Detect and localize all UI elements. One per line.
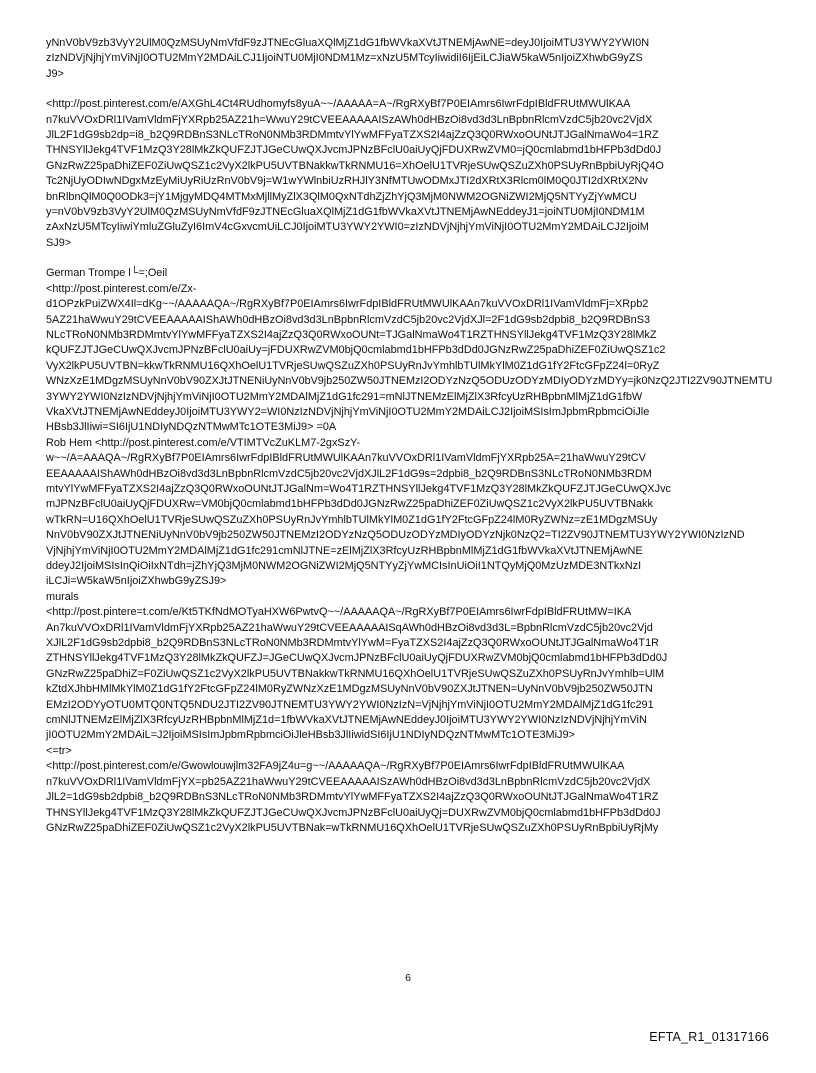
paragraph-gap [46,251,772,266]
text-line: zIzNDVjNjhjYmViNjI0OTU2MmY2MDAiLCJ1IjoiNTU0MjI0NDM1Mz=xNzU5MTcyIiwidiI6IjEiLCJiaW5kaW5nIjoiZXhwbG9yZS [46,52,643,65]
text-line: murals [46,590,79,603]
text-line: 3YWY2YWI0NzIzNDVjNjhjYmViNjI0OTU2MmY2MDAlMjZ1dG1fc291=mNlJTNEMzElMjZlX3RfcyUzRHBpbnMlMjZ1dG1fbW [46,390,643,403]
text-line: HBsb3JlIiwi=SI6IjU1NDIyNDQzNTMwMTc1OTE3MiJ9> =0A [46,421,337,434]
text-line: wTkRN=U16QXhOelU1TVRjeSUwQSZuZXh0PSUyRnJvYmhlbTUlMkYlM0Z1dG1fY2FtcGFpZ24lM0RyZWNz=zE1MDgzMSUy [46,513,658,526]
text-line: EMzI2ODYyOTU0MTQ0NTQ5NDU2JTI2ZV90JTNEMTU3YWY2YWI0NzIzN=VjNjhjYmViNjI0OTU2MmY2MDAlMjZ1dG1fc291 [46,698,654,711]
text-line: mtvYlYwMFFyaTZXS2I4ajZzQ3Q0RWxoOUNtJTJGalNm=Wo4T1RZTHNSYllJekg4TVF1MzQ3Y28lMkZkQUFZJTJGeCUwQXJvc [46,482,671,495]
text-line: German Trompe l└=;Oeil [46,267,168,280]
text-line: <http://post.pinterest.com/e/AXGhL4Ct4RUdhomyfs8yuA~~/AAAAA=A~/RgRXyBf7P0EIAmrs6IwrFdpIBldFRUtMWUlKAA [46,98,631,111]
text-line: THNSYllJekg4TVF1MzQ3Y28lMkZkQUFZJTJGeCUwQXJvcmJPNzBFclU0aiUyQj=DUXRwZVM0bjQ0cmlabmd1bHFPb3dDd0J [46,806,661,819]
text-line: kZtdXJhbHMlMkYlM0Z1dG1fY2FtcGFpZ24lM0RyZWNzXzE1MDgzMSUyNnV0bV90ZXJtJTNEN=UyNnV0bV9jb250ZW50JTN [46,683,653,696]
text-line: GNzRwZ25paDhiZEF0ZiUwQSZ1c2VyX2lkPU5UVTBNakkwTkRNMU16=XhOelU1TVRjeSUwQSZuZXh0PSUyRnBpbiUyRjQ4O [46,159,664,172]
text-line: GNzRwZ25paDhiZEF0ZiUwQSZ1c2VyX2lkPU5UVTBNak=wTkRNMU16QXhOelU1TVRjeSUwQSZuZXh0PSUyRnBpbiUyRjMy [46,821,659,834]
text-line: bnRlbnQlM0Q0ODk3=jY1MjgyMDQ4MTMxMjllMyZlX3QlM0QxNTdhZjZhYjQ3MjM0NWM2OGNiZWI2MjQ5NTYyZjYwMCU [46,190,637,203]
text-line: THNSYllJekg4TVF1MzQ3Y28lMkZkQUFZJTJGeCUwQXJvcmJPNzBFclU0aiUyQjFDUXRwZVM0=jQ0cmlabmd1bHFPb3dDd0J [46,144,662,157]
text-line: mJPNzBFclU0aiUyQjFDUXRw=VM0bjQ0cmlabmd1bHFPb3dDd0JGNzRwZ25paDhiZEF0ZiUwQSZ1c2VyX2lkPU5UVTBNakk [46,498,653,511]
text-line: GNzRwZ25paDhiZ=F0ZiUwQSZ1c2VyX2lkPU5UVTBNakkwTkRNMU16QXhOelU1TVRjeSUwQSZuZXh0PSUyRnJvYmhlb=UlM [46,667,665,680]
text-line: Tc2NjUyODIwNDgxMzEyMiUyRiUzRnV0bV9j=W1wYWlnbiUzRHJlY3NfMTUwODMxJTI2dXRtX3Rlcm0lM0Q0JTI2dXRtX2Nv [46,175,648,188]
text-line: JlL2=1dG9sb2dpbi8_b2Q9RDBnS3NLcTRoN0NMb3RDMmtvYlYwMFFyaTZXS2I4ajZzQ3Q0RWxoOUNtJTJGalNmaWo4T1RZ [46,791,659,804]
paragraph-4 [46,590,772,837]
text-line: <=tr> [46,744,72,757]
text-line: zAxNzU5MTcyIiwiYmluZGluZyI6ImV4cGxvcmUiLCJ0IjoiMTU3YWY2YWI0=zIzNDVjNjhjYmViNjI0OTU2MmY2MDAiLCJ2IjoiM [46,221,649,234]
document-body [46,36,772,836]
text-line: An7kuVVOxDRl1IVamVldmFjYXRpb25AZ21haWwuY29tCVEEAAAAAISqAWh0dHBzOi8vd3d3L=BpbnRlcmVzdC5jb20vc2Vjd [46,621,653,634]
text-line: WNzXzE1MDgzMSUyNnV0bV90ZXJtJTNENiUyNnV0bV9jb250ZW50JTNEMzI2ODYzNzQ5ODUzODYzMDIyODYzMDYy=jk0NzQ2JTI2ZV90JTNEMTU [46,375,773,388]
text-line: SJ9> [46,236,72,249]
paragraph-1 [46,36,772,82]
text-line: XJlL2F1dG9sb2dpbi8_b2Q9RDBnS3NLcTRoN0NMb3RDMmtvYlYwM=FyaTZXS2I4ajZzQ3Q0RWxoOUNtJTJGalNmaWo4T1R [46,637,660,650]
text-line: jI0OTU2MmY2MDAiL=J2IjoiMSIsImJpbmRpbmciOiJleHBsb3JlIiwidSI6IjU1NDIyNDQzNTMwMTc1OTE3MiJ9> [46,729,575,742]
text-line: 5AZ21haWwuY29tCVEEAAAAAIShAWh0dHBzOi8vd3d3LnBpbnRlcmVzdC5jb20vc2VjdXJl=2F1dG9sb2dpbi8_b2Q9RDBnS3 [46,313,651,326]
text-line: J9> [46,67,64,80]
text-line: JlL2F1dG9sb2dp=i8_b2Q9RDBnS3NLcTRoN0NMb3RDMmtvYlYwMFFyaTZXS2I4ajZzQ3Q0RWxoOUNtJTJGalNmaWo4=1RZ [46,129,659,142]
text-line: VkaXVtJTNEMjAwNEddeyJ0IjoiMTU3YWY2=WI0NzIzNDVjNjhjYmViNjI0OTU2MmY2MDAiLCJ2IjoiMSIsImJpbmRpbmciOiJle [46,405,650,418]
text-line: ZTHNSYllJekg4TVF1MzQ3Y28lMkZkQUFZJ=JGeCUwQXJvcmJPNzBFclU0aiUyQjFDUXRwZVM0bjQ0cmlabmd1bHFPb3dDd0J [46,652,668,665]
text-line: n7kuVVOxDRl1IVamVldmFjYXRpb25AZ21h=WwuY29tCVEEAAAAAISzAWh0dHBzOi8vd3d3LnBpbnRlcmVzdC5jb20vc2VjdX [46,113,653,126]
text-line: w~~/A=AAAQA~/RgRXyBf7P0EIAmrs6IwrFdpIBldFRUtMWUlKAAn7kuVVOxDRl1IVamVldmFjYXRpb25A=21haWwuY29tCV [46,452,646,465]
text-line: <http://post.pintere=t.com/e/Kt5TKfNdMOTyaHXW6PwtvQ~~/AAAAAQA~/RgRXyBf7P0EIAmrs6IwrFdpIBldFRUtMW=IKA [46,606,632,619]
text-line: cmNlJTNEMzElMjZlX3RfcyUzRHBpbnMlMjZ1d=1fbWVkaXVtJTNEMjAwNEddeyJ0IjoiMTU3YWY2YWI0NzIzNDVjNjhjYmViN [46,714,647,727]
text-line: kQUFZJTJGeCUwQXJvcmJPNzBFclU0aiUy=jFDUXRwZVM0bjQ0cmlabmd1bHFPb3dDd0JGNzRwZ25paDhiZEF0ZiUwQSZ1c2 [46,344,666,357]
text-line: NnV0bV90ZXJtJTNENiUyNnV0bV9jb250ZW50JTNEMzI2ODYzNzQ5ODUzODYzMDIyODYzNjk0NzQ2=TI2ZV90JTNEMTU3YWY2YWI0NzIzND [46,529,745,542]
paragraph-gap [46,82,772,97]
text-line: yNnV0bV9zb3VyY2UlM0QzMSUyNmVfdF9zJTNEcGluaXQlMjZ1dG1fbWVkaXVtJTNEMjAwNE=deyJ0IjoiMTU3YWY2YWI0N [46,37,650,49]
text-line: <http://post.pinterest.com/e/Zx- [46,282,197,295]
paragraph-3 [46,266,772,590]
paragraph-2 [46,97,772,251]
page-number: 6 [405,972,411,984]
text-line: NLcTRoN0NMb3RDMmtvYlYwMFFyaTZXS2I4ajZzQ3Q0RWxoOUNt=TJGalNmaWo4T1RZTHNSYllJekg4TVF1MzQ3Y28lMkZ [46,328,657,341]
text-line: EEAAAAAIShAWh0dHBzOi8vd3d3LnBpbnRlcmVzdC5jb20vc2VjdXJlL2F1dG9s=2dpbi8_b2Q9RDBnS3NLcTRoN0NMb3RDM [46,467,652,480]
text-line: n7kuVVOxDRl1IVamVldmFjYX=pb25AZ21haWwuY29tCVEEAAAAAISzAWh0dHBzOi8vd3d3LnBpbnRlcmVzdC5jb20vc2VjdX [46,775,651,788]
text-line: ddeyJ2IjoiMSIsInQiOiIxNTdh=jZhYjQ3MjM0NWM2OGNiZWI2MjQ5NTYyZjYwMCIsInUiOiI1NTQyMjQ0MzUzMDE3NTkxNzI [46,560,642,572]
text-line: iLCJi=W5kaW5nIjoiZXhwbG9yZSJ9> [46,575,227,588]
text-line: Rob Hem <http://post.pinterest.com/e/VTIMTVcZuKLM7-2gxSzY- [46,436,361,449]
text-line: VjNjhjYmViNjI0OTU2MmY2MDAlMjZ1dG1fc291cmNlJTNE=zElMjZlX3RfcyUzRHBpbnMlMjZ1dG1fbWVkaXVtJTNEMjAwNE [46,544,643,557]
bates-number: EFTA_R1_01317166 [649,1030,769,1044]
text-line: VyX2lkPU5UVTBN=kkwTkRNMU16QXhOelU1TVRjeSUwQSZuZXh0PSUyRnJvYmhlbTUlMkYlM0Z1dG1fY2FtcGFpZ24l=0RyZ [46,359,660,372]
text-line: <http://post.pinterest.com/e/Gwowlouwjlm32FA9jZ4u=g~~/AAAAAQA~/RgRXyBf7P0EIAmrs6IwrFdpIBldFRUtMWUlKAA [46,760,625,773]
text-line: d1OPzkPuiZWX4Il=dKg~~/AAAAAQA~/RgRXyBf7P0EIAmrs6IwrFdpIBldFRUtMWUlKAAn7kuVVOxDRl1IVamVldmFj=XRpb2 [46,298,649,311]
text-line: y=nV0bV9zb3VyY2UlM0QzMSUyNmVfdF9zJTNEcGluaXQlMjZ1dG1fbWVkaXVtJTNEMjAwNEddeyJ1=joiNTU0MjI0NDM1M [46,206,645,219]
